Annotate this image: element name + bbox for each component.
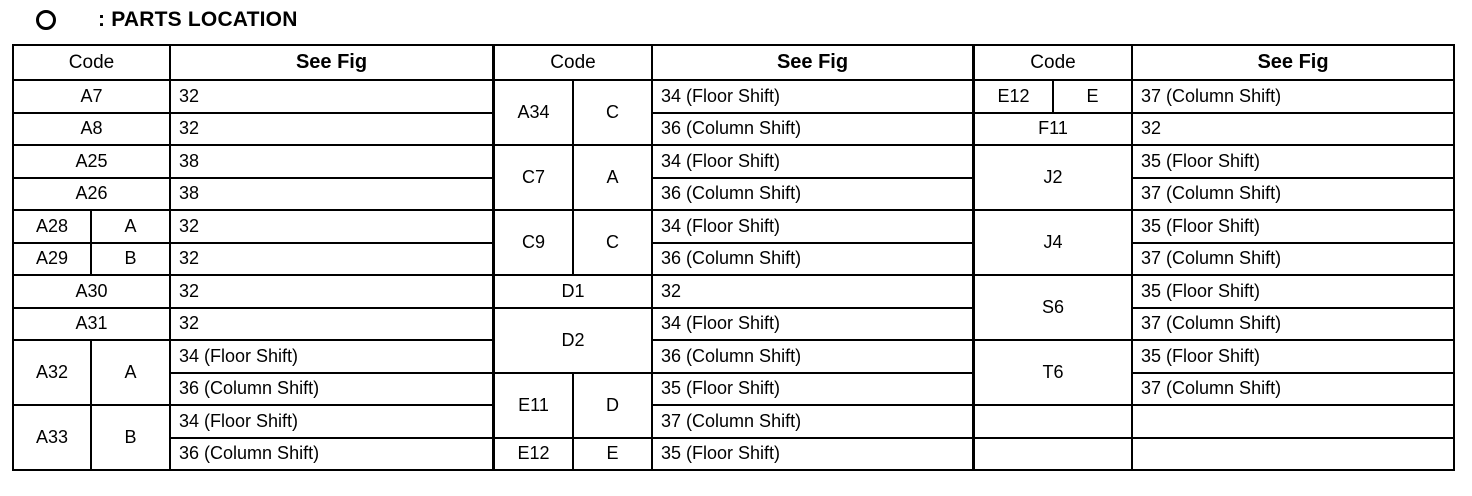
table-row <box>13 80 493 113</box>
table-row <box>13 243 493 276</box>
table-row <box>974 340 1454 373</box>
page-header <box>36 3 298 37</box>
table-row <box>13 275 493 308</box>
table-row <box>13 308 493 341</box>
parts-location-table-2 <box>493 44 974 471</box>
fig-cell: 34 (Floor Shift) <box>170 405 493 438</box>
code-cell: A26 <box>13 178 170 211</box>
sub-code-cell: A <box>573 145 652 210</box>
parts-location-table-1 <box>12 44 494 471</box>
table-row <box>494 373 973 406</box>
fig-cell: 35 (Floor Shift) <box>1132 145 1454 178</box>
sub-code-cell: B <box>91 243 170 276</box>
code-cell: A33 <box>13 405 91 470</box>
fig-cell: 34 (Floor Shift) <box>652 308 973 341</box>
sub-code-cell: B <box>91 405 170 470</box>
fig-cell: 36 (Column Shift) <box>170 438 493 471</box>
table-row <box>494 438 973 471</box>
fig-cell: 38 <box>170 178 493 211</box>
fig-cell: 36 (Column Shift) <box>170 373 493 406</box>
fig-cell: 32 <box>1132 113 1454 146</box>
empty-fig-cell <box>1132 438 1454 471</box>
table-row <box>13 210 493 243</box>
code-cell: E11 <box>494 373 573 438</box>
fig-cell: 37 (Column Shift) <box>1132 80 1454 113</box>
fig-cell: 38 <box>170 145 493 178</box>
table-row <box>974 275 1454 308</box>
fig-cell: 37 (Column Shift) <box>1132 178 1454 211</box>
see-fig-header: See Fig <box>1132 45 1454 80</box>
table-row <box>974 210 1454 243</box>
table-row <box>974 145 1454 178</box>
fig-cell: 35 (Floor Shift) <box>1132 210 1454 243</box>
table-row <box>13 178 493 211</box>
table-row <box>974 405 1454 438</box>
fig-cell: 37 (Column Shift) <box>652 405 973 438</box>
table-row <box>494 308 973 341</box>
code-cell: A8 <box>13 113 170 146</box>
empty-code-cell <box>974 438 1132 471</box>
table-header-row <box>494 45 973 80</box>
table-row <box>974 113 1454 146</box>
table-row <box>13 405 493 438</box>
page-title: : PARTS LOCATION <box>98 8 298 31</box>
fig-cell: 34 (Floor Shift) <box>652 80 973 113</box>
table-header-row <box>13 45 493 80</box>
code-cell: J2 <box>974 145 1132 210</box>
table-row <box>494 80 973 113</box>
table-row <box>974 438 1454 471</box>
fig-cell: 34 (Floor Shift) <box>652 145 973 178</box>
sub-code-cell: A <box>91 210 170 243</box>
code-cell: A31 <box>13 308 170 341</box>
fig-cell: 32 <box>170 308 493 341</box>
fig-cell: 32 <box>170 113 493 146</box>
fig-cell: 35 (Floor Shift) <box>1132 340 1454 373</box>
table-row <box>13 145 493 178</box>
sub-code-cell: E <box>573 438 652 471</box>
fig-cell: 32 <box>652 275 973 308</box>
code-header: Code <box>494 45 652 80</box>
sub-code-cell: C <box>573 210 652 275</box>
fig-cell: 36 (Column Shift) <box>652 340 973 373</box>
fig-cell: 36 (Column Shift) <box>652 113 973 146</box>
code-cell: C7 <box>494 145 573 210</box>
fig-cell: 32 <box>170 275 493 308</box>
empty-fig-cell <box>1132 405 1454 438</box>
code-cell: A7 <box>13 80 170 113</box>
see-fig-header: See Fig <box>170 45 493 80</box>
empty-code-cell <box>974 405 1132 438</box>
code-cell: T6 <box>974 340 1132 405</box>
code-cell: D1 <box>494 275 652 308</box>
table-header-row <box>974 45 1454 80</box>
code-cell: A34 <box>494 80 573 145</box>
code-cell: J4 <box>974 210 1132 275</box>
fig-cell: 35 (Floor Shift) <box>1132 275 1454 308</box>
fig-cell: 35 (Floor Shift) <box>652 438 973 471</box>
sub-code-cell: E <box>1053 80 1132 113</box>
code-cell: A25 <box>13 145 170 178</box>
table-row <box>494 275 973 308</box>
code-cell: A28 <box>13 210 91 243</box>
fig-cell: 32 <box>170 243 493 276</box>
code-cell: E12 <box>494 438 573 471</box>
see-fig-header: See Fig <box>652 45 973 80</box>
parts-location-table-3 <box>973 44 1455 471</box>
fig-cell: 32 <box>170 210 493 243</box>
sub-code-cell: A <box>91 340 170 405</box>
circle-icon <box>36 10 56 30</box>
table-row <box>494 210 973 243</box>
code-header: Code <box>974 45 1132 80</box>
code-cell: S6 <box>974 275 1132 340</box>
fig-cell: 34 (Floor Shift) <box>652 210 973 243</box>
fig-cell: 36 (Column Shift) <box>652 178 973 211</box>
sub-code-cell: D <box>573 373 652 438</box>
sub-code-cell: C <box>573 80 652 145</box>
code-cell: C9 <box>494 210 573 275</box>
fig-cell: 37 (Column Shift) <box>1132 373 1454 406</box>
code-cell: A30 <box>13 275 170 308</box>
fig-cell: 35 (Floor Shift) <box>652 373 973 406</box>
fig-cell: 34 (Floor Shift) <box>170 340 493 373</box>
table-row <box>494 145 973 178</box>
code-header: Code <box>13 45 170 80</box>
table-row <box>13 340 493 373</box>
code-cell: E12 <box>974 80 1053 113</box>
code-cell: F11 <box>974 113 1132 146</box>
fig-cell: 37 (Column Shift) <box>1132 243 1454 276</box>
fig-cell: 32 <box>170 80 493 113</box>
table-row <box>974 80 1454 113</box>
fig-cell: 36 (Column Shift) <box>652 243 973 276</box>
code-cell: A29 <box>13 243 91 276</box>
table-row <box>13 113 493 146</box>
fig-cell: 37 (Column Shift) <box>1132 308 1454 341</box>
code-cell: A32 <box>13 340 91 405</box>
code-cell: D2 <box>494 308 652 373</box>
